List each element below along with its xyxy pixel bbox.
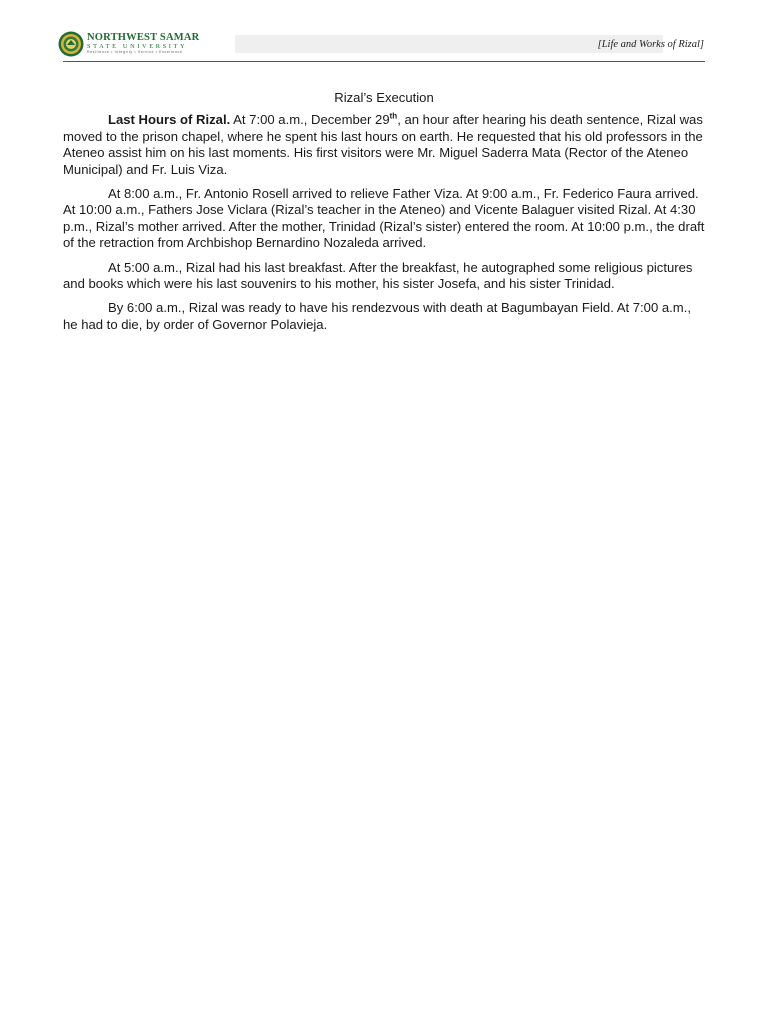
header-divider	[63, 61, 705, 62]
paragraph: By 6:00 a.m., Rizal was ready to have his rendezvous with death at Bagumbayan Field. At 7:00 a.m., he had to die, by order of Governor Polavieja.	[63, 300, 691, 332]
section-title: Rizal’s Execution	[334, 90, 434, 105]
university-seal-icon	[58, 31, 84, 57]
document-title: [Life and Works of Rizal]	[597, 39, 704, 50]
paragraph-lead: Last Hours of Rizal.	[108, 112, 231, 128]
page-header	[58, 30, 706, 62]
paragraph: At 5:00 a.m., Rizal had his last breakfast. After the breakfast, he autographed some religious pictures and books which were his last souvenirs to his mother, his sister Josefa, and his sister Trinidad.	[63, 259, 693, 292]
university-brand	[87, 33, 199, 55]
brand-tagline: Resilience • Integrity • Service • Excellence	[87, 50, 183, 54]
ordinal-suffix: th	[389, 112, 398, 122]
brand-name: NORTHWEST SAMAR	[87, 32, 200, 43]
paragraph-text: At 7:00 a.m., December 29	[230, 112, 390, 128]
paragraph: At 8:00 a.m., Fr. Antonio Rosell arrived to relieve Father Viza. At 9:00 a.m., Fr. Federico Faura arrived. At 10:00 a.m., Fathers Jose Viclara (Rizal’s teacher in the Ateneo) and Vicente Balaguer visited Rizal. At 4:30 p.m., Rizal’s mother arrived. After the mother, Trinidad (Rizal’s sister) entered the room. At 10:00 p.m., the draft of the retraction from Archbishop Bernardino Nozaleda arrived.	[63, 186, 705, 251]
paragraph-text: , an hour after hearing his death sentence, Rizal was moved to the prison chapel, where he spent his last hours on earth. He requested that his old professors in the Ateneo assist him on his last moments. His first visitors were Mr. Miguel Saderra Mata (Rector of the Ateneo Municipal) and Fr. Luis Viza.	[63, 112, 703, 177]
paragraph	[63, 112, 705, 178]
document-body	[63, 90, 705, 341]
brand-subtitle: STATE UNIVERSITY	[87, 43, 188, 50]
